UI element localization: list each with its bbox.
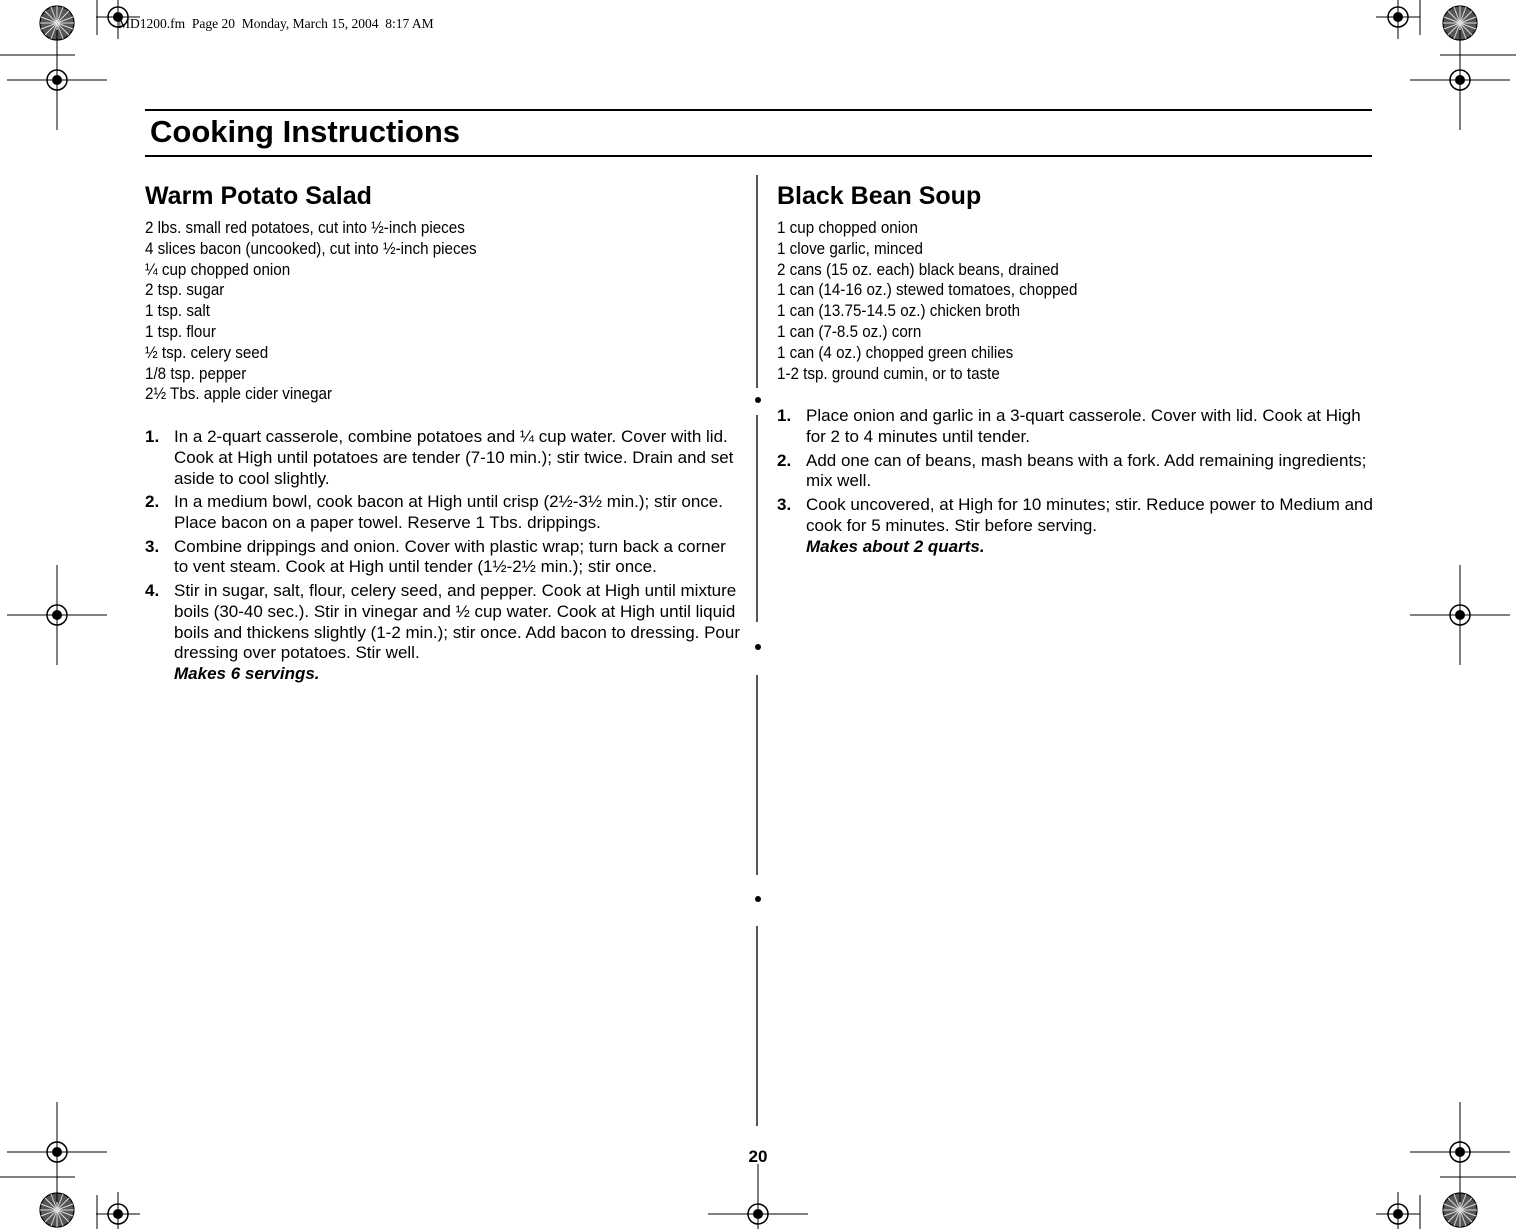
step-number: 2. bbox=[777, 450, 792, 470]
crosshair-icon bbox=[7, 565, 107, 665]
recipe-black-bean-soup bbox=[777, 178, 1377, 560]
ingredient-item: ¼ cup chopped onion bbox=[145, 260, 291, 279]
step-list bbox=[777, 406, 1377, 557]
step-number: 1. bbox=[777, 406, 792, 426]
step-item bbox=[145, 537, 740, 578]
file-slug: MD1200.fm Page 20 Monday, March 15, 2004 8:17 AM bbox=[118, 16, 434, 31]
header-rule-top bbox=[145, 109, 1372, 111]
step-text: In a medium bowl, cook bacon at High until crisp (2½-3½ min.); stir once. Place bacon on a paper towel. Reserve 1 Tbs. drippings. bbox=[174, 492, 723, 532]
ingredient-item: 2½ Tbs. apple cider vinegar bbox=[145, 385, 333, 404]
crosshair-icon bbox=[1376, 0, 1420, 39]
ingredient-item: 1 cup chopped onion bbox=[777, 219, 918, 237]
column-divider bbox=[756, 415, 758, 622]
step-item bbox=[777, 451, 1377, 492]
header-rule-bottom bbox=[145, 155, 1372, 157]
page-number: 20 bbox=[748, 1147, 768, 1166]
step-number: 4. bbox=[145, 581, 160, 601]
recipe-yield: Makes about 2 quarts. bbox=[806, 536, 985, 556]
column-divider bbox=[756, 675, 758, 875]
step-text: Combine drippings and onion. Cover with plastic wrap; turn back a corner to vent steam. Cook at High until tender (1½-2½ min.); stir once. bbox=[174, 536, 726, 577]
recipe-warm-potato-salad bbox=[145, 178, 740, 688]
step-text: Place onion and garlic in a 3-quart casserole. Cover with lid. Cook at High for 2 to 4 minutes until tender. bbox=[806, 406, 1361, 447]
ingredient-item: 2 cans (15 oz. each) black beans, drained bbox=[777, 260, 1059, 279]
step-item bbox=[145, 427, 740, 489]
step-text-body: Cook uncovered, at High for 10 minutes; stir. Reduce power to Medium and cook for 5 minutes. Stir before serving. bbox=[806, 495, 1373, 535]
divider-dot bbox=[755, 397, 761, 403]
crosshair-icon bbox=[1376, 1192, 1420, 1229]
divider-dot bbox=[755, 644, 761, 650]
step-list bbox=[145, 427, 740, 684]
column-divider bbox=[756, 926, 758, 1126]
ingredient-item: 1 tsp. flour bbox=[145, 322, 216, 341]
ingredient-item: 1 can (13.75-14.5 oz.) chicken broth bbox=[777, 302, 1021, 321]
ingredient-item: 1 tsp. salt bbox=[145, 302, 210, 321]
ingredient-item: 1 can (7-8.5 oz.) corn bbox=[777, 322, 922, 341]
step-item bbox=[145, 581, 740, 685]
crosshair-icon bbox=[1410, 30, 1510, 130]
crosshair-icon bbox=[96, 1192, 140, 1229]
step-number: 3. bbox=[145, 536, 160, 556]
step-number: 3. bbox=[777, 495, 792, 515]
recipe-yield: Makes 6 servings. bbox=[174, 663, 320, 683]
ingredient-item: 2 lbs. small red potatoes, cut into ½-inch pieces bbox=[145, 219, 465, 237]
ingredient-item: 1-2 tsp. ground cumin, or to taste bbox=[777, 364, 1000, 383]
ingredient-list bbox=[777, 218, 1377, 384]
step-number: 2. bbox=[145, 492, 160, 512]
ingredient-item: ½ tsp. celery seed bbox=[145, 343, 269, 362]
recipe-title: Warm Potato Salad bbox=[145, 182, 372, 210]
step-text-body: Stir in sugar, salt, flour, celery seed, and pepper. Cook at High until mixture boils (30-40 sec.). Stir in vinegar and ½ cup water. Cook at High until liquid boils and thickens slightly (1-2 min.); stir once. Add bacon to dressing. Pour dressing over potatoes. Stir well. bbox=[174, 581, 741, 663]
crosshair-icon bbox=[708, 1164, 808, 1229]
step-text: Add one can of beans, mash beans with a fork. Add remaining ingredients; mix well. bbox=[806, 450, 1367, 491]
step-item bbox=[777, 406, 1377, 447]
column-divider bbox=[756, 175, 758, 388]
divider-dot bbox=[755, 896, 761, 902]
step-item bbox=[777, 495, 1377, 557]
ingredient-item: 1/8 tsp. pepper bbox=[145, 364, 247, 383]
step-text bbox=[806, 495, 1377, 557]
ingredient-item: 4 slices bacon (uncooked), cut into ½-inch pieces bbox=[145, 239, 477, 258]
step-number: 1. bbox=[145, 427, 160, 447]
crosshair-icon bbox=[7, 30, 107, 130]
page-title: Cooking Instructions bbox=[150, 114, 460, 149]
ingredient-item: 2 tsp. sugar bbox=[145, 281, 225, 300]
crosshair-icon bbox=[7, 1102, 107, 1202]
ingredient-item: 1 clove garlic, minced bbox=[777, 239, 923, 258]
ingredient-item: 1 can (4 oz.) chopped green chilies bbox=[777, 343, 1014, 362]
crosshair-icon bbox=[1410, 565, 1510, 665]
ingredient-list bbox=[145, 218, 740, 405]
step-text: In a 2-quart casserole, combine potatoes and ¼ cup water. Cover with lid. Cook at High until potatoes are tender (7-10 min.); stir twice. Drain and set aside to cool slightly. bbox=[174, 427, 734, 488]
crosshair-icon bbox=[1410, 1102, 1510, 1202]
ingredient-item: 1 can (14-16 oz.) stewed tomatoes, chopped bbox=[777, 281, 1078, 300]
recipe-title: Black Bean Soup bbox=[777, 182, 982, 210]
step-item bbox=[145, 492, 740, 533]
step-text bbox=[174, 581, 740, 685]
